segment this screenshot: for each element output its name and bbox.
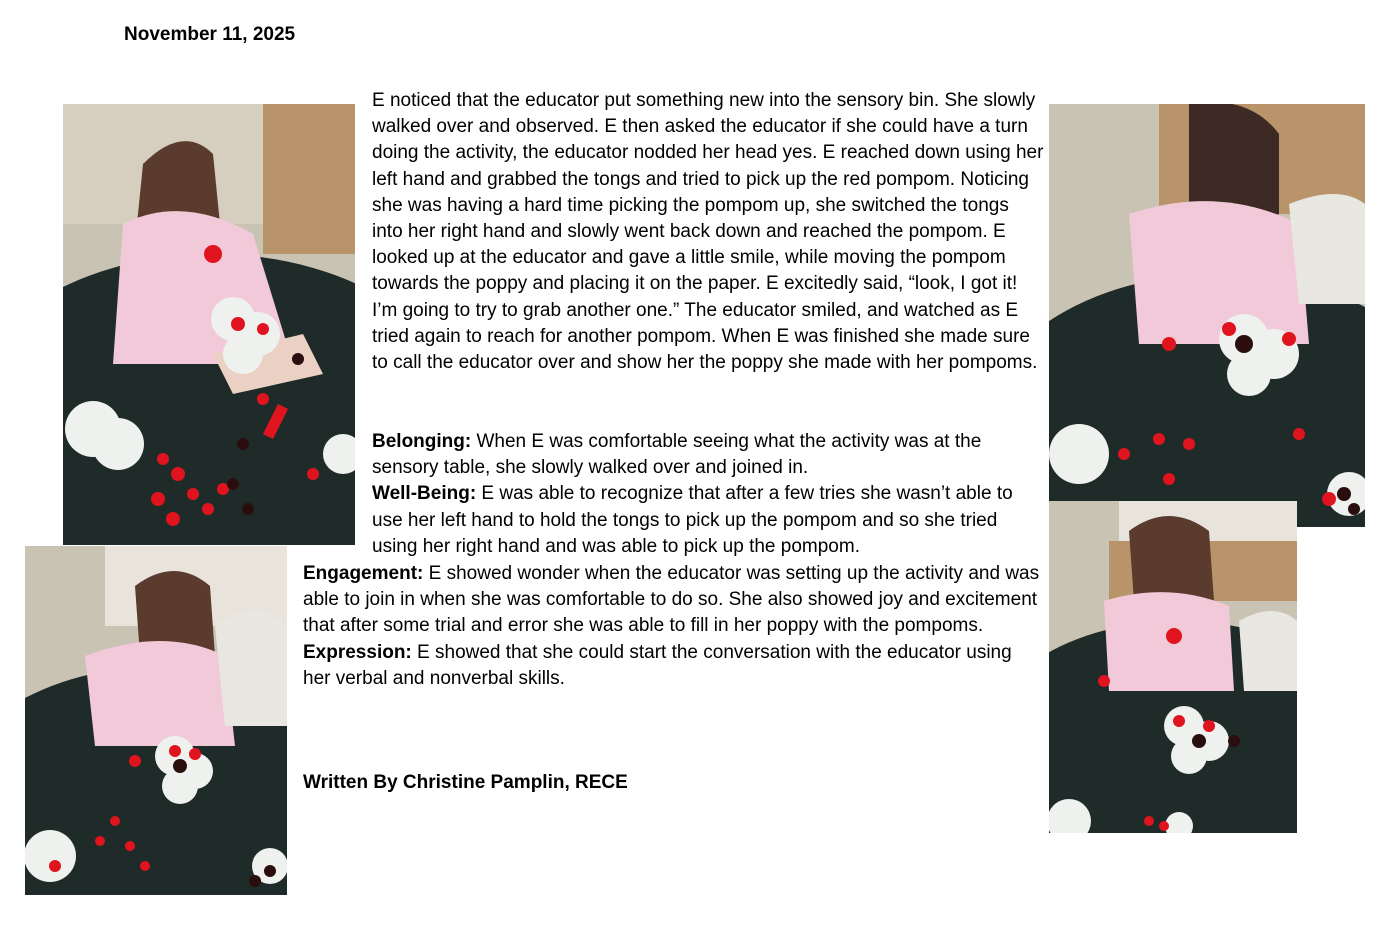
wellbeing-paragraph — [372, 481, 1044, 560]
expression-paragraph — [303, 640, 1044, 692]
wellbeing-text: E was able to recognize that after a few tries she wasn’t able to use her left hand to hold the tongs to pick up the pompom and so she tried using her right hand and was able to pick up the pompom. — [372, 483, 1013, 557]
activity-photo-4 — [1049, 501, 1297, 833]
activity-photo-3 — [1049, 104, 1365, 527]
engagement-label: Engagement: — [303, 563, 424, 584]
author-signature: Written By Christine Pamplin, RECE — [303, 772, 628, 793]
expression-label: Expression: — [303, 641, 412, 663]
observation-story: E noticed that the educator put something new into the sensory bin. She slowly walked over and observed. E then asked the educator if she could have a turn doing the activity, the educator nodded her head yes. E reached down using her left hand and grabbed the tongs and tried to pick up the red pompom. Noticing she was having a hard time picking the pompom up, she switched the tongs into her right hand and slowly went back down and reached the pompom. E looked up at the educator and gave a little smile, while moving the pompom towards the poppy and placing it on the paper. E excitedly said, “look, I got it! I’m going to try to grab another one.” The educator smiled, and watched as E tried again to reach for another pompom. When E was finished she made sure to call the educator over and show her the poppy she made with her pompoms. — [372, 90, 1044, 374]
expression-text: E showed that she could start the conversation with the educator using her verbal and nonverbal skills. — [303, 641, 1012, 689]
wellbeing-label: Well-Being: — [372, 483, 477, 505]
activity-photo-2 — [25, 546, 287, 895]
document-date: November 11, 2025 — [124, 24, 296, 45]
engagement-paragraph — [303, 561, 1044, 640]
engagement-text: E showed wonder when the educator was setting up the activity and was able to join in when she was comfortable to do so. She also showed joy and excitement that after some trial and error she was able to fill in her poppy with the pompoms. — [303, 563, 1040, 637]
belonging-label: Belonging: — [372, 431, 472, 452]
belonging-paragraph — [372, 429, 1044, 481]
belonging-text: When E was comfortable seeing what the activity was at the sensory table, she slowly walked over and joined in. — [372, 431, 982, 479]
development-belonging-wellbeing — [372, 429, 1044, 560]
development-engagement-expression — [303, 561, 1044, 692]
activity-photo-1 — [63, 104, 355, 545]
